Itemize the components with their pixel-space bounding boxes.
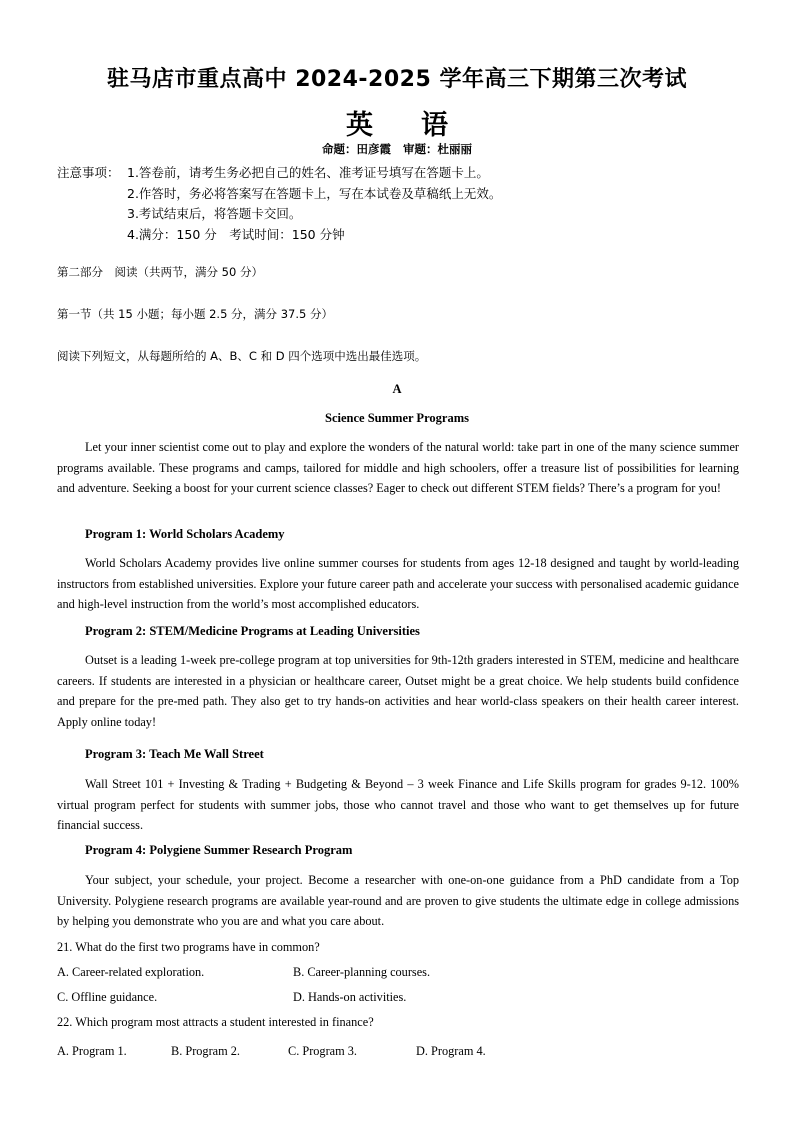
program-text: Wall Street 101 + Investing & Trading + Budgeting & Beyond – 3 week Finance and Life Skills program for grades 9-12. 100% virtual program perfect for students with summer jobs, those who cannot travel and those who want to get themselves up for future financial success. — [57, 777, 739, 833]
answer-option: A. Program 1. — [57, 1044, 127, 1058]
subject-title: 英语 — [346, 110, 496, 141]
part-heading: 第二部分 阅读（共两节，满分 50 分） — [57, 265, 263, 279]
reviewer-name: 审题：杜丽丽 — [403, 142, 472, 156]
program-heading: Program 2: STEM/Medicine Programs at Leading Universities — [85, 624, 420, 638]
note-item: 2.作答时，务必将答案写在答题卡上，写在本试卷及草稿纸上无效。 — [127, 185, 502, 201]
passage-intro: Let your inner scientist come out to play and explore the wonders of the natural world: take part in one of the many science summer programs available. These programs and camps, tailored for middle and high schoolers, offer a treasure list of possibilities for learning and adventure. Seeking a boost for your current science classes? Eager to check out different STEM fields? There’s a program for you! — [57, 440, 739, 496]
answer-option: B. Program 2. — [171, 1044, 240, 1058]
note-item: 1.答卷前，请考生务必把自己的姓名、准考证号填写在答题卡上。 — [127, 165, 489, 180]
answer-option: B. Career-planning courses. — [293, 965, 431, 979]
answer-option: D. Program 4. — [416, 1044, 486, 1058]
program-text: Your subject, your schedule, your project. Become a researcher with one-on-one guidance from a PhD candidate from a Top University. Polygiene research programs are available year-round and are proven to give students the ultimate edge in college admissions by helping you demonstrate who you are and what you care about. — [57, 873, 739, 929]
answer-option: C. Offline guidance. — [57, 990, 158, 1004]
notes-label: 注意事项： — [57, 165, 120, 180]
passage-title: Science Summer Programs — [325, 411, 469, 425]
question-stem: 21. What do the first two programs have in common? — [57, 940, 320, 954]
section-heading: 第一节（共 15 小题；每小题 2.5 分，满分 37.5 分） — [57, 307, 333, 321]
note-item: 3.考试结束后，将答题卡交回。 — [127, 206, 302, 221]
answer-option: D. Hands-on activities. — [293, 990, 407, 1004]
program-heading: Program 1: World Scholars Academy — [85, 527, 285, 541]
program-heading: Program 3: Teach Me Wall Street — [85, 747, 264, 761]
exam-title: 驻马店市重点高中 2024-2025 学年高三下期第三次考试 — [107, 67, 687, 92]
program-text: Outset is a leading 1-week pre-college program at top universities for 9th-12th graders interested in STEM, medicine and healthcare careers. If students are interested in a physician or healthcare career, Outset might be a great choice. We help students build confidence and prepare for the pre-med path. They also get to try hands-on activities and hear world-class speakers on their health career interest. Apply online today! — [57, 653, 739, 730]
note-item: 4.满分：150 分 考试时间：150 分钟 — [127, 226, 345, 242]
passage-letter: A — [392, 382, 402, 396]
program-heading: Program 4: Polygiene Summer Research Program — [85, 843, 353, 857]
question-stem: 22. Which program most attracts a student interested in finance? — [57, 1015, 374, 1029]
answer-option: A. Career-related exploration. — [57, 965, 205, 979]
author-line — [0, 141, 794, 157]
setter-name: 命题：田彦霞 — [321, 142, 391, 156]
answer-option: C. Program 3. — [288, 1044, 357, 1058]
instruction: 阅读下列短文，从每题所给的 A、B、C 和 D 四个选项中选出最佳选项。 — [57, 349, 427, 363]
program-text: World Scholars Academy provides live online summer courses for students from ages 12-18 designed and taught by world-leading instructors from established universities. Explore your future career path and accelerate your success with personalised academic guidance and high-level instruction from the world’s most accomplished educators. — [57, 556, 739, 612]
exam-notes — [57, 163, 501, 245]
